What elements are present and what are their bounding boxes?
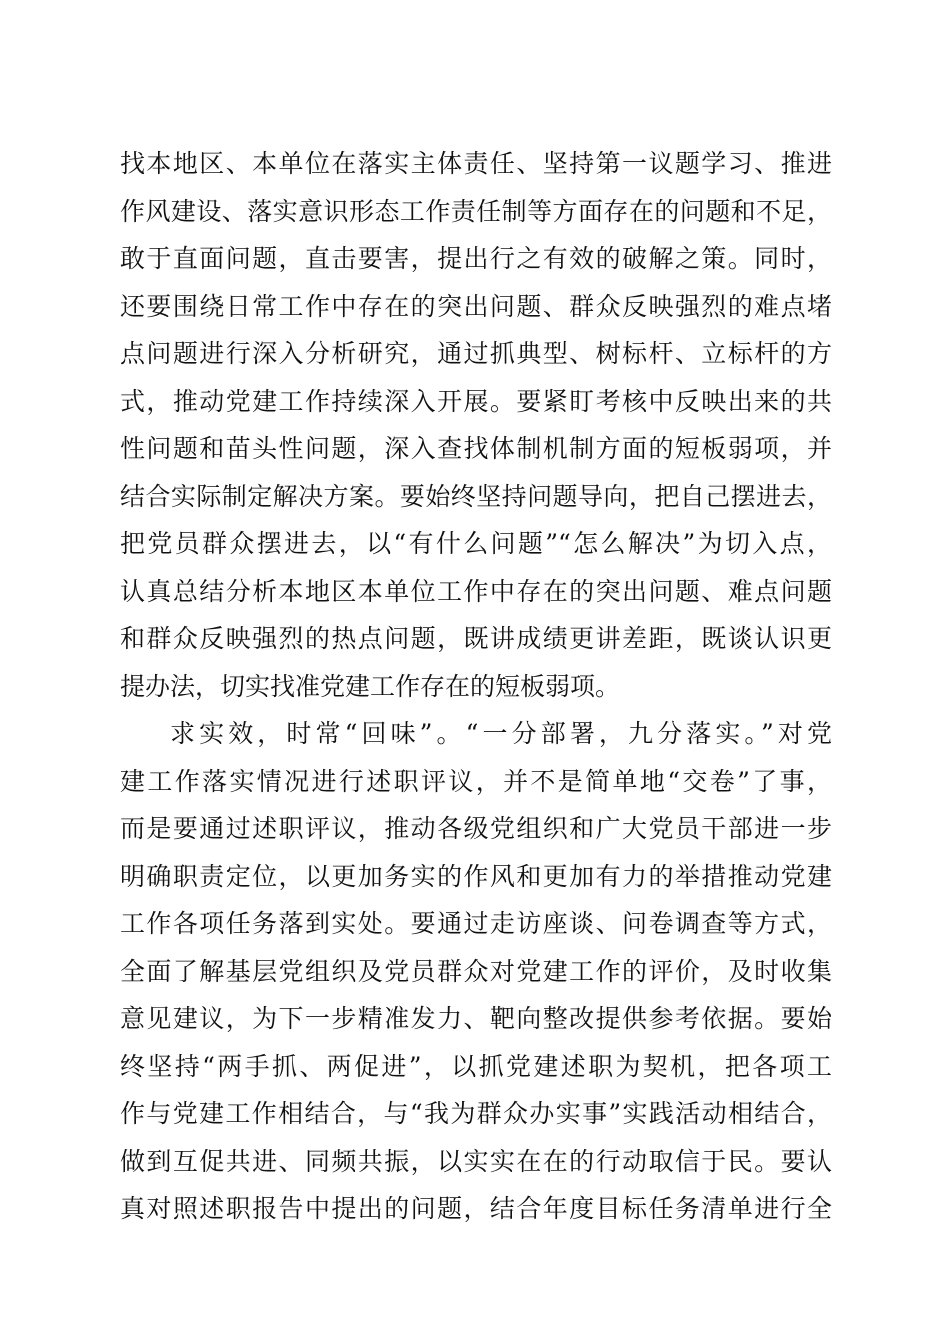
paragraph-2 [120,710,832,1233]
text-line: 工作各项任务落到实处。要通过走访座谈、问卷调查等方式， [120,909,832,938]
text-line: 认真总结分析本地区本单位工作中存在的突出问题、难点问题 [120,576,832,606]
text-line: 明确职责定位，以更加务实的作风和更加有力的举措推动党建 [120,861,832,891]
text-line: 建工作落实情况进行述职评议，并不是简单地“交卷”了事， [120,766,832,796]
text-line: 而是要通过述职评议，推动各级党组织和广大党员干部进一步 [120,814,832,843]
text-line: 全面了解基层党组织及党员群众对党建工作的评价，及时收集 [120,956,832,986]
text-line: 意见建议，为下一步精准发力、靶向整改提供参考依据。要始 [120,1004,832,1033]
text-line: 作与党建工作相结合，与“我为群众办实事”实践活动相结合， [120,1099,832,1128]
text-line: 敢于直面问题，直击要害，提出行之有效的破解之策。同时， [120,244,832,273]
text-line: 还要围绕日常工作中存在的突出问题、群众反映强烈的难点堵 [120,291,832,321]
text-line: 终坚持“两手抓、两促进”，以抓党建述职为契机，把各项工 [120,1051,832,1081]
text-line: 求实效，时常“回味”。“一分部署，九分落实。”对党 [170,719,832,748]
text-line: 结合实际制定解决方案。要始终坚持问题导向，把自己摆进去， [120,481,832,511]
text-line: 把党员群众摆进去，以“有什么问题”“怎么解决”为切入点， [120,529,832,558]
text-line: 提办法，切实找准党建工作存在的短板弱项。 [120,671,621,701]
text-line: 式，推动党建工作持续深入开展。要紧盯考核中反映出来的共 [120,386,832,416]
paragraph-1 [120,140,832,710]
text-line: 真对照述职报告中提出的问题，结合年度目标任务清单进行全 [120,1194,832,1223]
text-line: 性问题和苗头性问题，深入查找体制机制方面的短板弱项，并 [120,434,832,463]
text-line: 和群众反映强烈的热点问题，既讲成绩更讲差距，既谈认识更 [120,624,832,653]
text-line: 点问题进行深入分析研究，通过抓典型、树标杆、立标杆的方 [120,339,832,368]
body-text [120,140,832,1233]
text-line: 做到互促共进、同频共振，以实实在在的行动取信于民。要认 [120,1146,832,1176]
text-line: 找本地区、本单位在落实主体责任、坚持第一议题学习、推进 [120,149,832,178]
text-line: 作风建设、落实意识形态工作责任制等方面存在的问题和不足， [120,196,832,226]
